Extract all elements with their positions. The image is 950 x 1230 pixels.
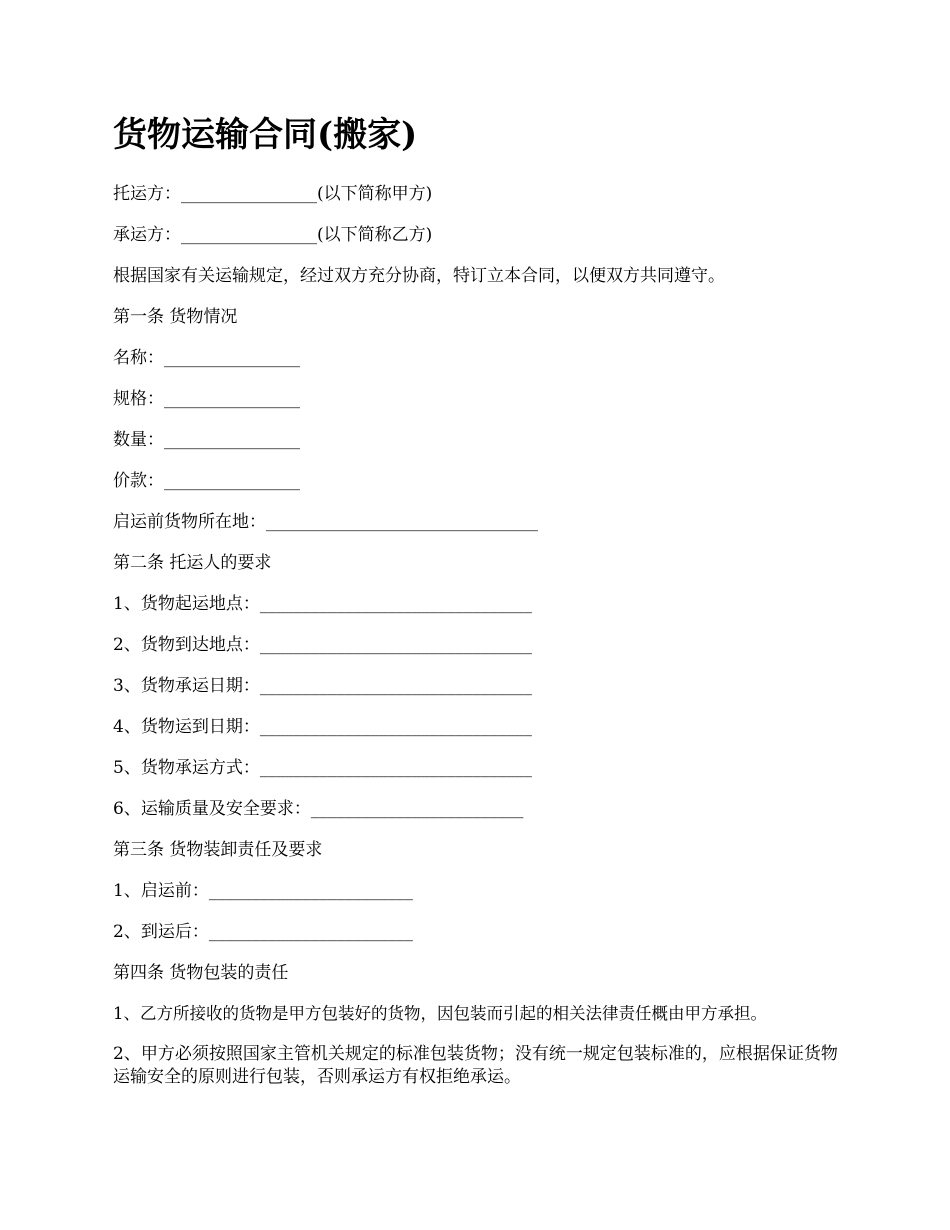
goods-quantity-line: 数量：________________ — [113, 430, 300, 450]
shipping-method-line: 5、货物承运方式：________________________________ — [113, 758, 532, 778]
goods-price-line: 价款：________________ — [113, 471, 300, 491]
goods-spec-line: 规格：________________ — [113, 389, 300, 409]
packaging-clause-1: 1、乙方所接收的货物是甲方包装好的货物，因包装而引起的相关法律责任概由甲方承担。 — [113, 1004, 767, 1023]
goods-location-line: 启运前货物所在地：________________________________ — [113, 512, 538, 532]
preamble-line: 根据国家有关运输规定，经过双方充分协商，特订立本合同，以便双方共同遵守。 — [113, 266, 725, 286]
article-2-heading: 第二条 托运人的要求 — [113, 553, 272, 573]
document-title: 货物运输合同(搬家) — [113, 115, 418, 155]
article-3-heading: 第三条 货物装卸责任及要求 — [113, 840, 323, 860]
after-arrival-line: 2、到运后：________________________ — [113, 922, 413, 942]
ship-date-line: 3、货物承运日期：________________________________ — [113, 676, 532, 696]
destination-line: 2、货物到达地点：________________________________ — [113, 635, 532, 655]
quality-safety-line: 6、运输质量及安全要求：_________________________ — [113, 799, 524, 819]
goods-name-line: 名称：________________ — [113, 348, 300, 368]
before-departure-line: 1、启运前：________________________ — [113, 881, 413, 901]
shipper-line: 托运方：________________(以下简称甲方) — [113, 184, 433, 204]
carrier-line: 承运方：________________(以下简称乙方) — [113, 225, 433, 245]
article-4-heading: 第四条 货物包装的责任 — [113, 963, 289, 983]
packaging-clause-2: 2、甲方必须按照国家主管机关规定的标准包装货物；没有统一规定包装标准的，应根据保证货物运输安全的原则进行包装，否则承运方有权拒绝承运。 — [113, 1044, 838, 1087]
arrival-date-line: 4、货物运到日期：________________________________ — [113, 717, 532, 737]
origin-line: 1、货物起运地点：________________________________ — [113, 594, 532, 614]
article-1-heading: 第一条 货物情况 — [113, 307, 238, 327]
